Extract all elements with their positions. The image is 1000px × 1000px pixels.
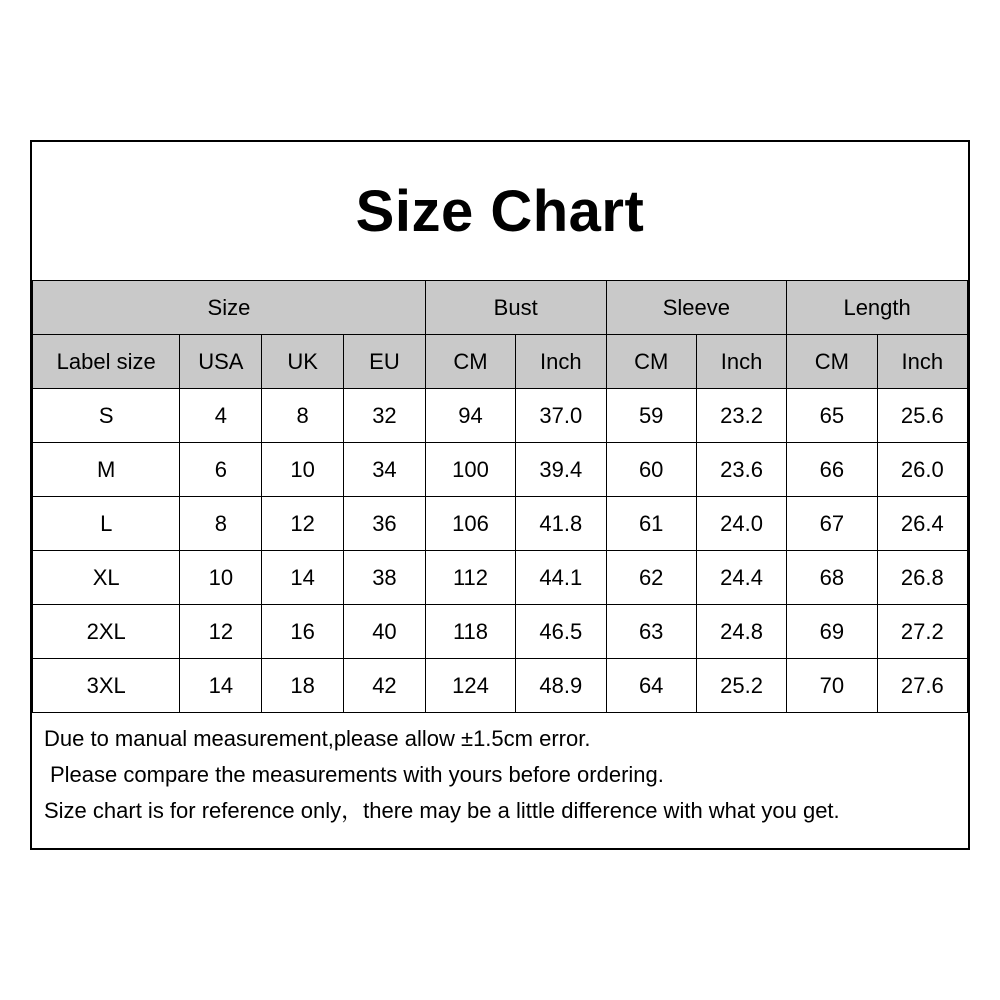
table-row bbox=[33, 551, 968, 605]
cell-length-inch: 26.0 bbox=[877, 443, 967, 497]
cell-size: 3XL bbox=[33, 659, 180, 713]
cell-bust-cm: 94 bbox=[425, 389, 515, 443]
cell-sleeve-inch: 23.6 bbox=[696, 443, 786, 497]
cell-sleeve-cm: 62 bbox=[606, 551, 696, 605]
cell-bust-cm: 100 bbox=[425, 443, 515, 497]
cell-sleeve-inch: 24.0 bbox=[696, 497, 786, 551]
page-title: Size Chart bbox=[355, 178, 645, 244]
column-header-uk: UK bbox=[262, 335, 344, 389]
cell-eu: 32 bbox=[344, 389, 426, 443]
cell-eu: 40 bbox=[344, 605, 426, 659]
cell-bust-cm: 112 bbox=[425, 551, 515, 605]
column-header-usa: USA bbox=[180, 335, 262, 389]
cell-sleeve-inch: 23.2 bbox=[696, 389, 786, 443]
cell-length-cm: 65 bbox=[787, 389, 877, 443]
cell-sleeve-cm: 63 bbox=[606, 605, 696, 659]
cell-length-cm: 69 bbox=[787, 605, 877, 659]
cell-usa: 10 bbox=[180, 551, 262, 605]
column-header-length-cm: CM bbox=[787, 335, 877, 389]
cell-bust-inch: 41.8 bbox=[516, 497, 606, 551]
cell-bust-cm: 124 bbox=[425, 659, 515, 713]
column-header-label-size: Label size bbox=[33, 335, 180, 389]
cell-uk: 18 bbox=[262, 659, 344, 713]
cell-bust-inch: 48.9 bbox=[516, 659, 606, 713]
cell-usa: 4 bbox=[180, 389, 262, 443]
cell-length-cm: 68 bbox=[787, 551, 877, 605]
cell-length-inch: 26.4 bbox=[877, 497, 967, 551]
table-row bbox=[33, 389, 968, 443]
cell-sleeve-cm: 61 bbox=[606, 497, 696, 551]
cell-size: 2XL bbox=[33, 605, 180, 659]
cell-length-inch: 27.6 bbox=[877, 659, 967, 713]
cell-eu: 36 bbox=[344, 497, 426, 551]
cell-bust-inch: 37.0 bbox=[516, 389, 606, 443]
group-header-size: Size bbox=[33, 281, 426, 335]
group-header-length: Length bbox=[787, 281, 968, 335]
cell-eu: 42 bbox=[344, 659, 426, 713]
cell-uk: 8 bbox=[262, 389, 344, 443]
cell-usa: 6 bbox=[180, 443, 262, 497]
cell-sleeve-inch: 24.8 bbox=[696, 605, 786, 659]
cell-length-cm: 66 bbox=[787, 443, 877, 497]
size-chart-container bbox=[30, 140, 970, 850]
cell-bust-inch: 46.5 bbox=[516, 605, 606, 659]
group-header-sleeve: Sleeve bbox=[606, 281, 787, 335]
cell-size: M bbox=[33, 443, 180, 497]
cell-sleeve-inch: 24.4 bbox=[696, 551, 786, 605]
column-header-bust-cm: CM bbox=[425, 335, 515, 389]
cell-bust-cm: 106 bbox=[425, 497, 515, 551]
note-compare-measurements: Please compare the measurements with yours before ordering. bbox=[50, 762, 664, 787]
cell-bust-cm: 118 bbox=[425, 605, 515, 659]
table-row bbox=[33, 659, 968, 713]
cell-bust-inch: 39.4 bbox=[516, 443, 606, 497]
column-header-eu: EU bbox=[344, 335, 426, 389]
table-column-header-row bbox=[33, 335, 968, 389]
column-header-sleeve-inch: Inch bbox=[696, 335, 786, 389]
column-header-bust-inch: Inch bbox=[516, 335, 606, 389]
cell-usa: 12 bbox=[180, 605, 262, 659]
cell-size: XL bbox=[33, 551, 180, 605]
cell-uk: 12 bbox=[262, 497, 344, 551]
table-row bbox=[33, 443, 968, 497]
cell-sleeve-cm: 59 bbox=[606, 389, 696, 443]
column-header-sleeve-cm: CM bbox=[606, 335, 696, 389]
table-row bbox=[33, 497, 968, 551]
cell-size: L bbox=[33, 497, 180, 551]
cell-uk: 16 bbox=[262, 605, 344, 659]
cell-eu: 38 bbox=[344, 551, 426, 605]
cell-sleeve-cm: 60 bbox=[606, 443, 696, 497]
note-reference-only: Size chart is for reference only，there may be a little difference with what you get. bbox=[44, 798, 840, 823]
table-group-header-row bbox=[33, 281, 968, 335]
cell-bust-inch: 44.1 bbox=[516, 551, 606, 605]
table-row bbox=[33, 605, 968, 659]
cell-uk: 14 bbox=[262, 551, 344, 605]
size-chart-table bbox=[32, 280, 968, 713]
cell-sleeve-cm: 64 bbox=[606, 659, 696, 713]
cell-size: S bbox=[33, 389, 180, 443]
cell-length-inch: 25.6 bbox=[877, 389, 967, 443]
cell-sleeve-inch: 25.2 bbox=[696, 659, 786, 713]
cell-usa: 8 bbox=[180, 497, 262, 551]
notes-section bbox=[32, 713, 968, 829]
note-measurement-error: Due to manual measurement,please allow ±1.5cm error. bbox=[44, 726, 591, 751]
cell-length-cm: 70 bbox=[787, 659, 877, 713]
column-header-length-inch: Inch bbox=[877, 335, 967, 389]
cell-eu: 34 bbox=[344, 443, 426, 497]
cell-uk: 10 bbox=[262, 443, 344, 497]
cell-length-inch: 27.2 bbox=[877, 605, 967, 659]
cell-usa: 14 bbox=[180, 659, 262, 713]
cell-length-inch: 26.8 bbox=[877, 551, 967, 605]
cell-length-cm: 67 bbox=[787, 497, 877, 551]
group-header-bust: Bust bbox=[425, 281, 606, 335]
